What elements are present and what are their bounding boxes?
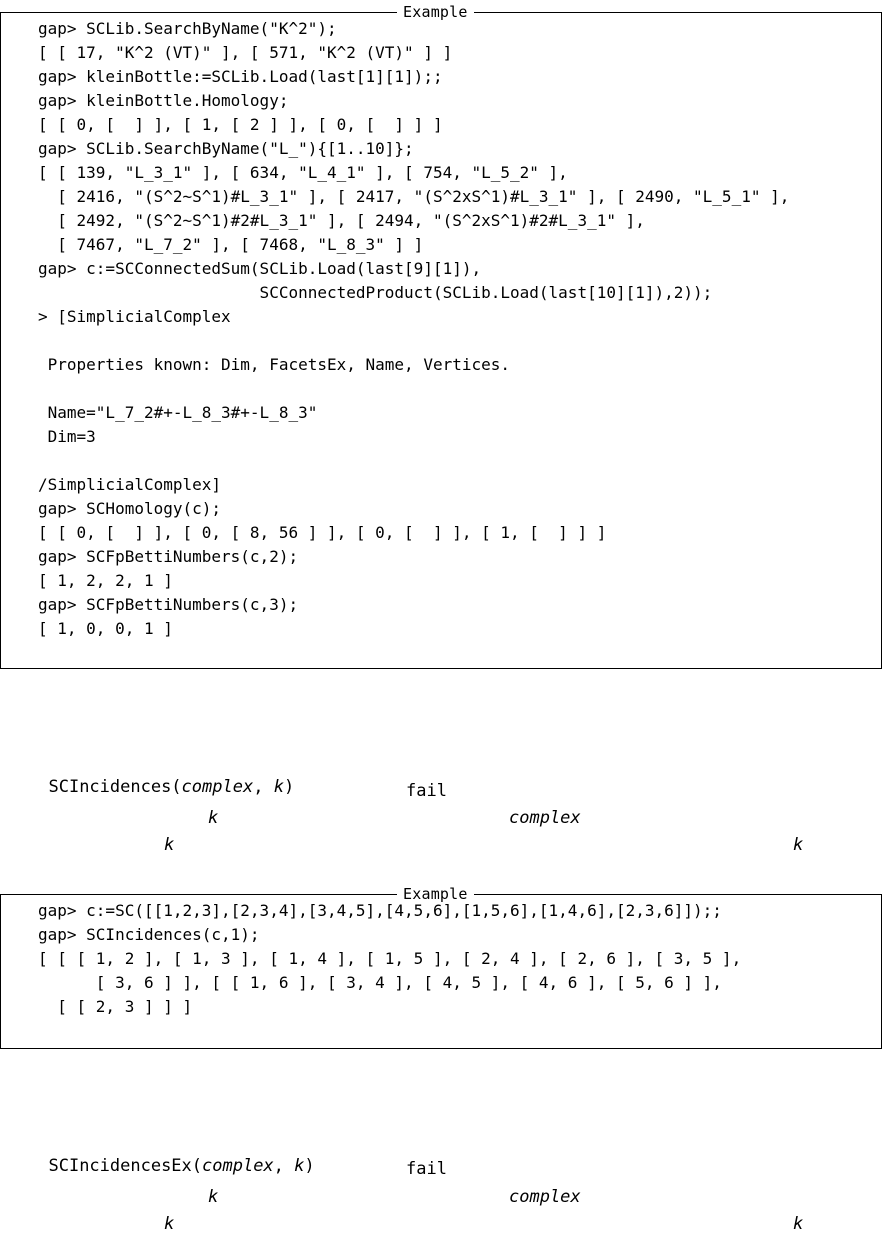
code-line: /SimplicialComplex] xyxy=(38,475,222,494)
code-line: gap> SCLib.SearchByName("K^2"); xyxy=(38,19,337,38)
code-line: [ 3, 6 ] ], [ [ 1, 6 ], [ 3, 4 ], [ 4, 5 ], [ 4, 6 ], [ 5, 6 ] ], xyxy=(38,973,722,992)
arg-k-text: k xyxy=(208,808,219,828)
arg-complex xyxy=(509,806,581,830)
code-line: gap> c:=SCConnectedSum(SCLib.Load(last[9][1]), xyxy=(38,259,482,278)
arg-k xyxy=(164,833,174,857)
close-paren: ) xyxy=(304,1156,315,1176)
code-line: gap> SCLib.SearchByName("L_"){[1..10]}; xyxy=(38,139,414,158)
code-line: [ [ [ 1, 2 ], [ 1, 3 ], [ 1, 4 ], [ 1, 5 ], [ 2, 4 ], [ 2, 6 ], [ 3, 5 ], xyxy=(38,949,742,968)
code-line: [ 2492, "(S^2~S^1)#2#L_3_1" ], [ 2494, "(S^2xS^1)#2#L_3_1" ], xyxy=(38,211,645,230)
code-line: [ 1, 0, 0, 1 ] xyxy=(38,619,173,638)
code-line: [ 7467, "L_7_2" ], [ 7468, "L_8_3" ] ] xyxy=(38,235,424,254)
arg-complex: complex xyxy=(181,777,254,797)
arg-complex: complex xyxy=(202,1156,274,1176)
code-line: [ [ 2, 3 ] ] ] xyxy=(38,997,193,1016)
arg-complex-text: complex xyxy=(509,808,581,828)
code-line: Properties known: Dim, FacetsEx, Name, Vertices. xyxy=(38,355,511,374)
function-name: SCIncidences( xyxy=(48,777,182,797)
code-line: gap> kleinBottle.Homology; xyxy=(38,91,289,110)
arg-k-text: k xyxy=(164,835,175,855)
arg-k xyxy=(208,1185,218,1209)
code-line: [ [ 17, "K^2 (VT)" ], [ 571, "K^2 (VT)" ] ] xyxy=(38,43,453,62)
arg-k-text: k xyxy=(208,1187,219,1207)
code-line: gap> SCHomology(c); xyxy=(38,499,222,518)
code-line: gap> SCIncidences(c,1); xyxy=(38,925,260,944)
function-signature-2 xyxy=(28,1130,315,1178)
arg-k xyxy=(164,1212,174,1236)
arg-complex-text: complex xyxy=(509,1187,581,1207)
code-line: gap> c:=SC([[1,2,3],[2,3,4],[3,4,5],[4,5,6],[1,5,6],[1,4,6],[2,3,6]]);; xyxy=(38,901,722,920)
arg-k-text: k xyxy=(164,1214,175,1234)
fail-keyword: fail xyxy=(406,1159,447,1179)
function-name: SCIncidencesEx( xyxy=(48,1156,203,1176)
arg-k: k xyxy=(294,1156,305,1176)
fail-keyword: fail xyxy=(406,781,447,801)
arg-separator: , xyxy=(273,1156,295,1176)
code-line: SCConnectedProduct(SCLib.Load(last[10][1]),2)); xyxy=(38,283,713,302)
arg-k-text: k xyxy=(793,835,804,855)
code-line: gap> SCFpBettiNumbers(c,3); xyxy=(38,595,299,614)
code-line: [ 1, 2, 2, 1 ] xyxy=(38,571,173,590)
code-line: [ [ 0, [ ] ], [ 1, [ 2 ] ], [ 0, [ ] ] ] xyxy=(38,115,443,134)
example-label: Example xyxy=(397,4,474,20)
arg-k-text: k xyxy=(793,1214,804,1234)
code-line: Name="L_7_2#+-L_8_3#+-L_8_3" xyxy=(38,403,318,422)
code-line: gap> kleinBottle:=SCLib.Load(last[1][1]);; xyxy=(38,67,443,86)
code-line: [ [ 139, "L_3_1" ], [ 634, "L_4_1" ], [ 754, "L_5_2" ], xyxy=(38,163,568,182)
code-line: gap> SCFpBettiNumbers(c,2); xyxy=(38,547,299,566)
arg-separator: , xyxy=(253,777,274,797)
example-label: Example xyxy=(397,886,474,902)
code-line: [ [ 0, [ ] ], [ 0, [ 8, 56 ] ], [ 0, [ ] ], [ 1, [ ] ] ] xyxy=(38,523,607,542)
close-paren: ) xyxy=(283,777,295,797)
code-line: Dim=3 xyxy=(38,427,96,446)
code-line: [ 2416, "(S^2~S^1)#L_3_1" ], [ 2417, "(S^2xS^1)#L_3_1" ], [ 2490, "L_5_1" ], xyxy=(38,187,790,206)
example-box-1 xyxy=(0,3,882,669)
arg-complex xyxy=(509,1185,581,1209)
arg-k: k xyxy=(273,777,284,797)
code-line: > [SimplicialComplex xyxy=(38,307,231,326)
arg-k xyxy=(208,806,218,830)
arg-k xyxy=(793,1212,803,1236)
example-box-2 xyxy=(0,885,882,1049)
function-signature-1 xyxy=(28,751,294,799)
arg-k xyxy=(793,833,803,857)
